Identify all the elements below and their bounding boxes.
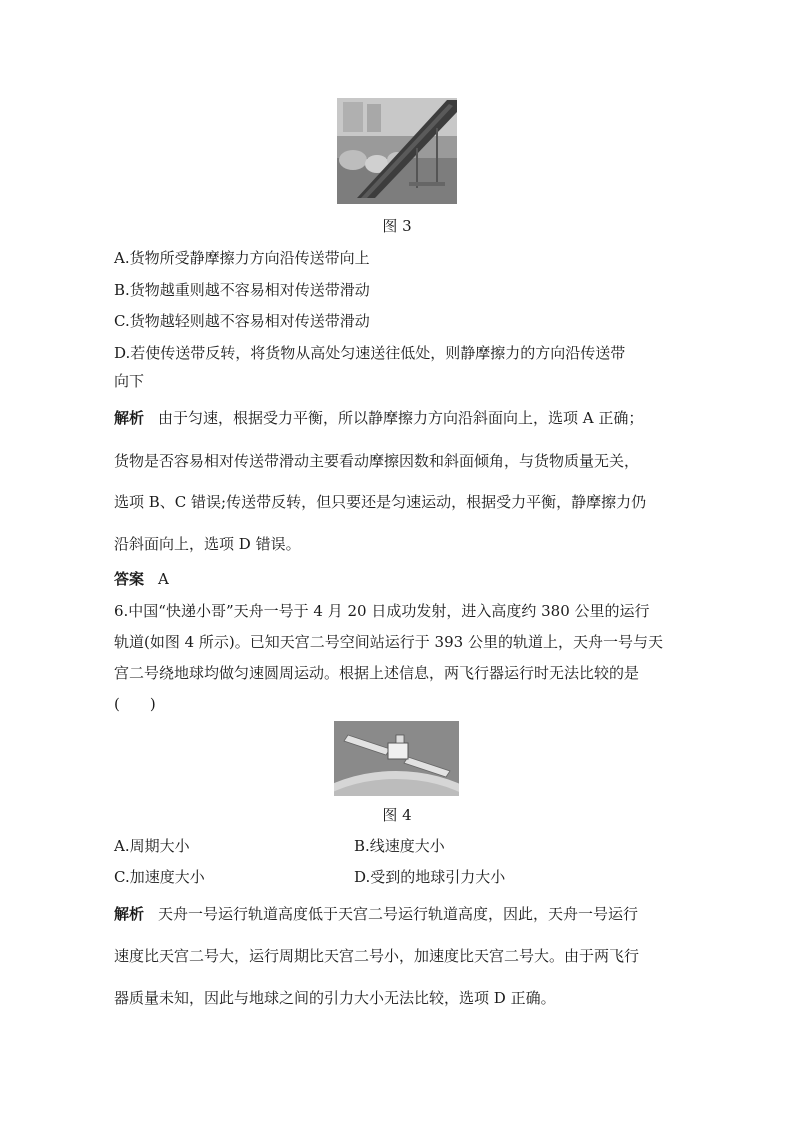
- q5-analysis-line-1: [114, 408, 643, 428]
- q5-analysis-line-3: 选项 B、C 错误;传送带反转，但只要还是匀速运动，根据受力平衡，静摩擦力仍: [114, 493, 647, 511]
- q6-analysis-label: 解析: [114, 905, 145, 923]
- q6-stem-line-2: 轨道(如图 4 所示)。已知天宫二号空间站运行于 393 公里的轨道上，天舟一号与天: [114, 633, 663, 651]
- q6-option-d: D.受到的地球引力大小: [354, 868, 506, 886]
- q5-answer: [114, 569, 169, 589]
- q6-analysis-line-2: 速度比天宫二号大，运行周期比天宫二号小，加速度比天宫二号大。由于两飞行: [114, 947, 640, 965]
- q6-stem-line-4: ( ): [114, 695, 156, 713]
- q5-option-a: A.货物所受静摩擦力方向沿传送带向上: [114, 249, 370, 267]
- spacecraft-illustration: [334, 721, 459, 796]
- figure-4-image: [334, 721, 459, 796]
- q5-analysis-label: 解析: [114, 409, 145, 427]
- q5-option-d: D.若使传送带反转，将货物从高处匀速送往低处，则静摩擦力的方向沿传送带: [114, 344, 626, 362]
- q5-analysis-line-2: 货物是否容易相对传送带滑动主要看动摩擦因数和斜面倾角，与货物质量无关，: [114, 452, 640, 470]
- q5-option-c: C.货物越轻则越不容易相对传送带滑动: [114, 312, 370, 330]
- q5-analysis-line-4: 沿斜面向上，选项 D 错误。: [114, 535, 301, 553]
- figure-3-caption: 图 3: [382, 217, 412, 235]
- q6-analysis-line-1: [114, 904, 638, 924]
- figure-4-caption: 图 4: [382, 806, 412, 824]
- q6-option-c: C.加速度大小: [114, 868, 205, 886]
- q5-option-b: B.货物越重则越不容易相对传送带滑动: [114, 281, 370, 299]
- q6-option-b: B.线速度大小: [354, 837, 445, 855]
- q6-option-a: A.周期大小: [114, 837, 190, 855]
- q6-stem-line-3: 宫二号绕地球均做匀速圆周运动。根据上述信息，两飞行器运行时无法比较的是: [114, 664, 640, 682]
- q5-option-d-cont: 向下: [114, 372, 145, 390]
- q6-stem-line-1: 6.中国“快递小哥”天舟一号于 4 月 20 日成功发射，进入高度约 380 公里的运行: [114, 602, 650, 620]
- q5-analysis-text-1: 由于匀速，根据受力平衡，所以静摩擦力方向沿斜面向上，选项 A 正确；: [158, 409, 644, 427]
- figure-3-image: [337, 98, 457, 204]
- conveyor-belt-illustration: [337, 98, 457, 204]
- q6-analysis-line-3: 器质量未知，因此与地球之间的引力大小无法比较，选项 D 正确。: [114, 989, 556, 1007]
- q5-answer-label: 答案: [114, 570, 145, 588]
- q5-answer-value: A: [158, 570, 169, 588]
- q6-analysis-text-1: 天舟一号运行轨道高度低于天宫二号运行轨道高度，因此，天舟一号运行: [158, 905, 639, 923]
